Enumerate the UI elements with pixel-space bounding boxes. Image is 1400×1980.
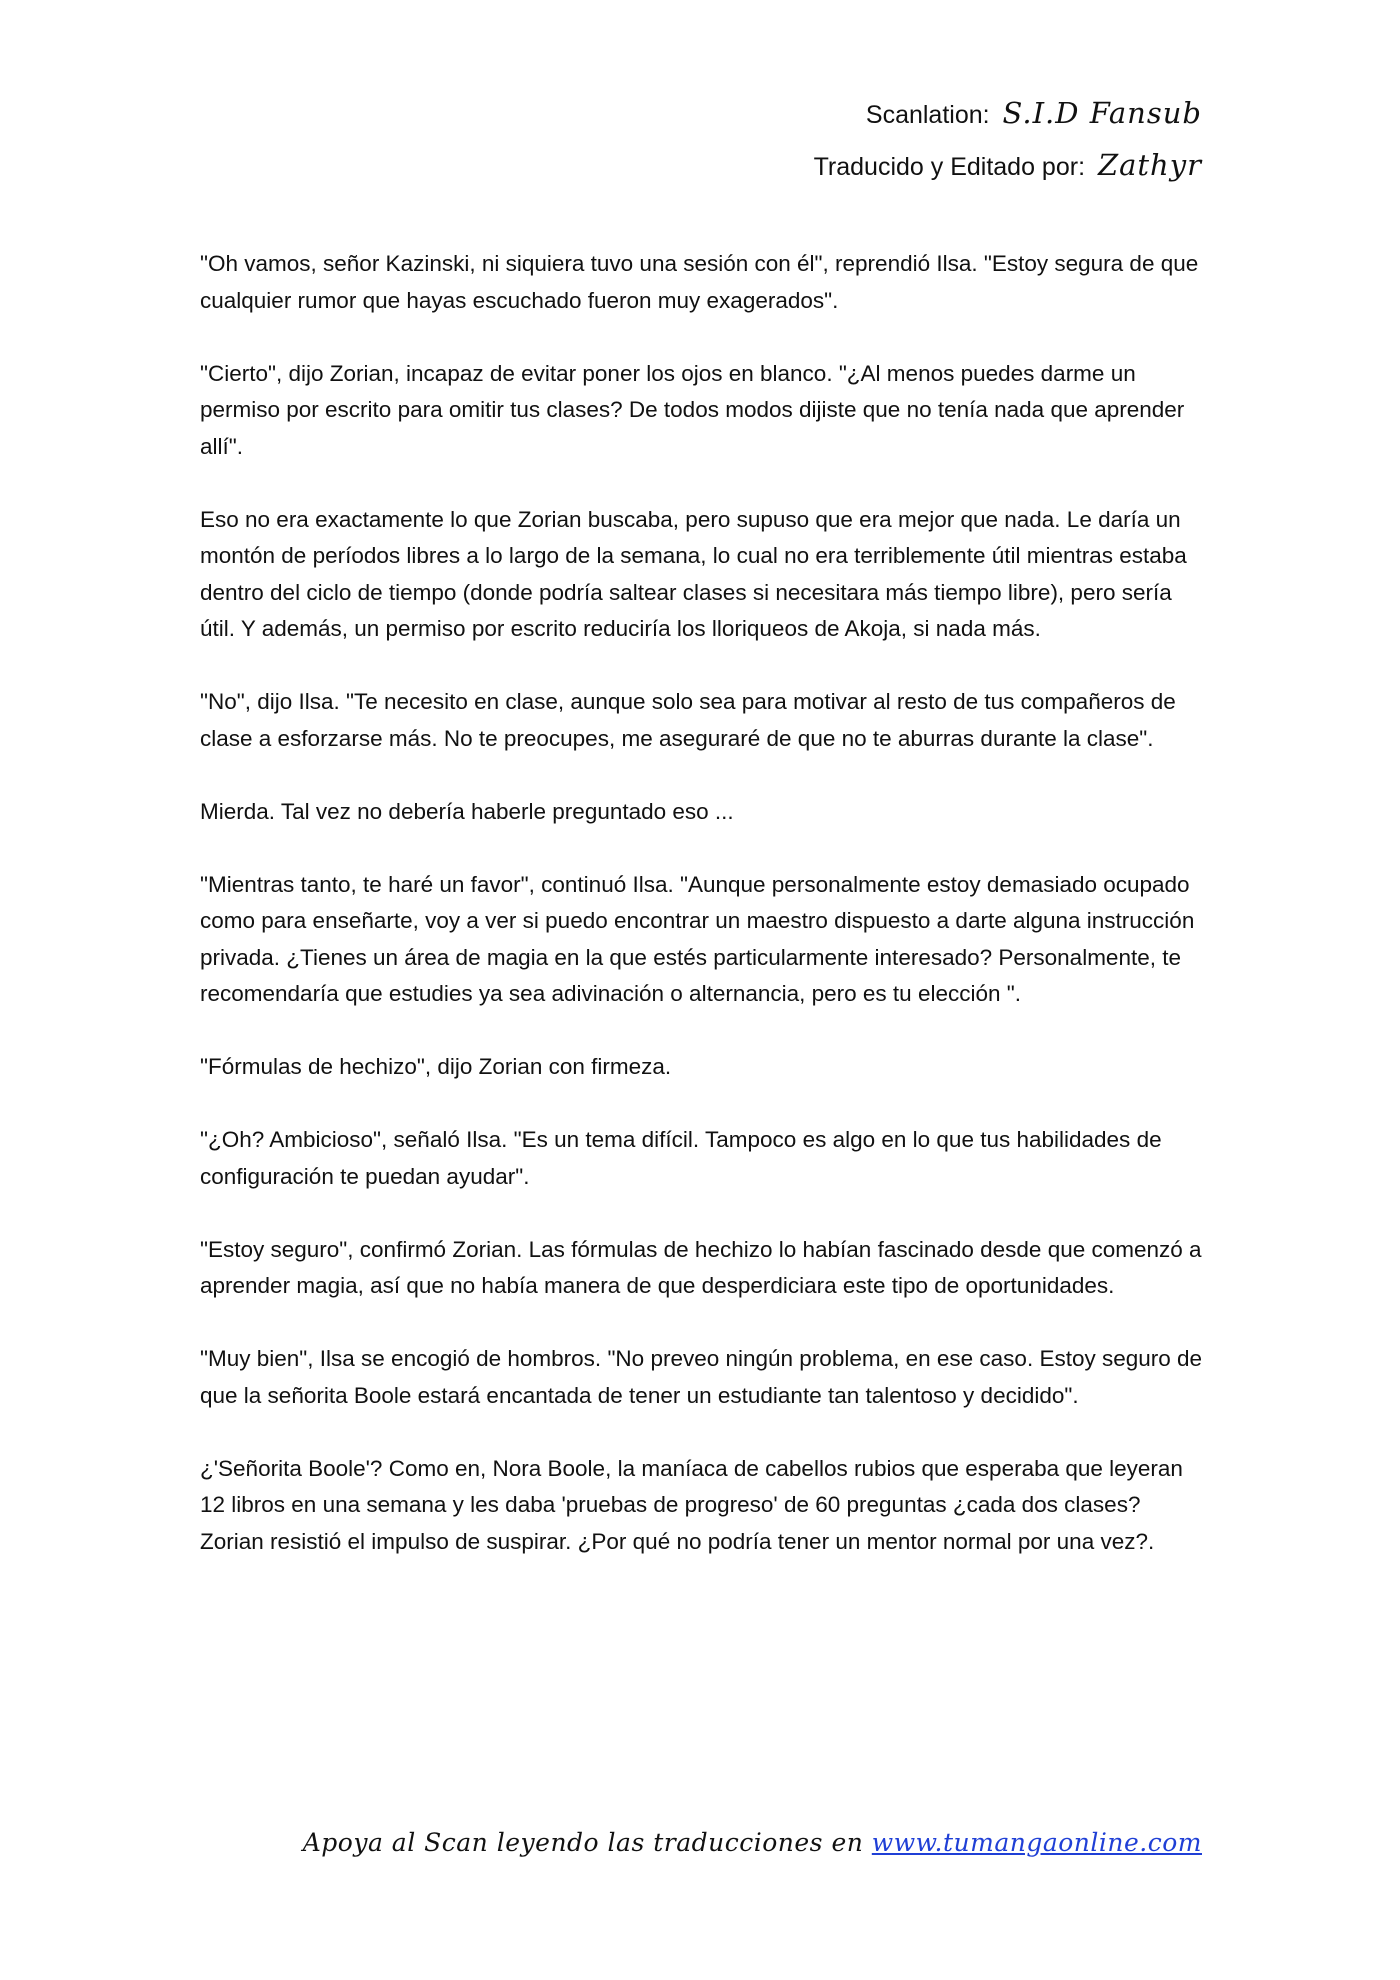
footer-website-link[interactable]: www.tumangaonline.com <box>871 1828 1202 1857</box>
paragraph: "Estoy seguro", confirmó Zorian. Las fórmulas de hechizo lo habían fascinado desde que comenzó a aprender magia, así que no había manera de que desperdiciara este tipo de oportunidades. <box>200 1236 1202 1298</box>
paragraph: Mierda. Tal vez no debería haberle preguntado eso ... <box>200 798 734 824</box>
paragraph: "Mientras tanto, te haré un favor", continuó Ilsa. "Aunque personalmente estoy demasiado ocupado como para enseñarte, voy a ver si puedo encontrar un maestro dispuesto a darte alguna instrucción privada. ¿Tienes un área de magia en la que estés particularmente interesado? Personalmente, te recomendaría que estudies ya sea adivinación o alternancia, pero es tu elección ". <box>200 871 1195 1006</box>
document-body <box>200 246 1210 1597</box>
page-header <box>814 88 1202 192</box>
paragraph: "Muy bien", Ilsa se encogió de hombros. "No preveo ningún problema, en ese caso. Estoy seguro de que la señorita Boole estará encantada de tener un estudiante tan talentoso y decidido". <box>200 1346 1203 1408</box>
paragraph: "Cierto", dijo Zorian, incapaz de evitar poner los ojos en blanco. "¿Al menos puedes darme un permiso por escrito para omitir tus clases? De todos modos dijiste que no tenía nada que aprender allí". <box>200 360 1185 459</box>
scanlation-label: Scanlation: <box>865 101 990 129</box>
translator-credit <box>814 140 1202 192</box>
paragraph: "Fórmulas de hechizo", dijo Zorian con firmeza. <box>200 1054 672 1079</box>
paragraph: "Oh vamos, señor Kazinski, ni siquiera tuvo una sesión con él", reprendió Ilsa. "Estoy segura de que cualquier rumor que hayas escuchado fueron muy exagerados". <box>200 251 1199 313</box>
paragraph: Eso no era exactamente lo que Zorian buscaba, pero supuso que era mejor que nada. Le daría un montón de períodos libres a lo largo de la semana, lo cual no era terriblemente útil mientras estaba dentro del ciclo de tiempo (donde podría saltear clases si necesitara más tiempo libre), pero sería útil. Y además, un permiso por escrito reduciría los lloriqueos de Akoja, si nada más. <box>200 506 1187 641</box>
paragraph: "¿Oh? Ambicioso", señaló Ilsa. "Es un tema difícil. Tampoco es algo en lo que tus habilidades de configuración te puedan ayudar". <box>200 1127 1162 1189</box>
translator-name: Zathyr <box>1097 148 1202 182</box>
scanlation-group-name: S.I.D Fansub <box>1002 96 1202 130</box>
translator-label: Traducido y Editado por: <box>813 153 1086 181</box>
footer-support-text: Apoya al Scan leyendo las traducciones en <box>302 1828 864 1857</box>
page-footer <box>303 1828 1202 1857</box>
scanlation-credit <box>814 88 1202 140</box>
paragraph: "No", dijo Ilsa. "Te necesito en clase, aunque solo sea para motivar al resto de tus compañeros de clase a esforzarse más. No te preocupes, me aseguraré de que no te aburras durante la clase". <box>200 689 1176 751</box>
paragraph: ¿'Señorita Boole'? Como en, Nora Boole, la maníaca de cabellos rubios que esperaba que leyeran 12 libros en una semana y les daba 'pruebas de progreso' de 60 preguntas ¿cada dos clases? Zorian resistió el impulso de suspirar. ¿Por qué no podría tener un mentor normal por una vez?. <box>200 1455 1183 1554</box>
